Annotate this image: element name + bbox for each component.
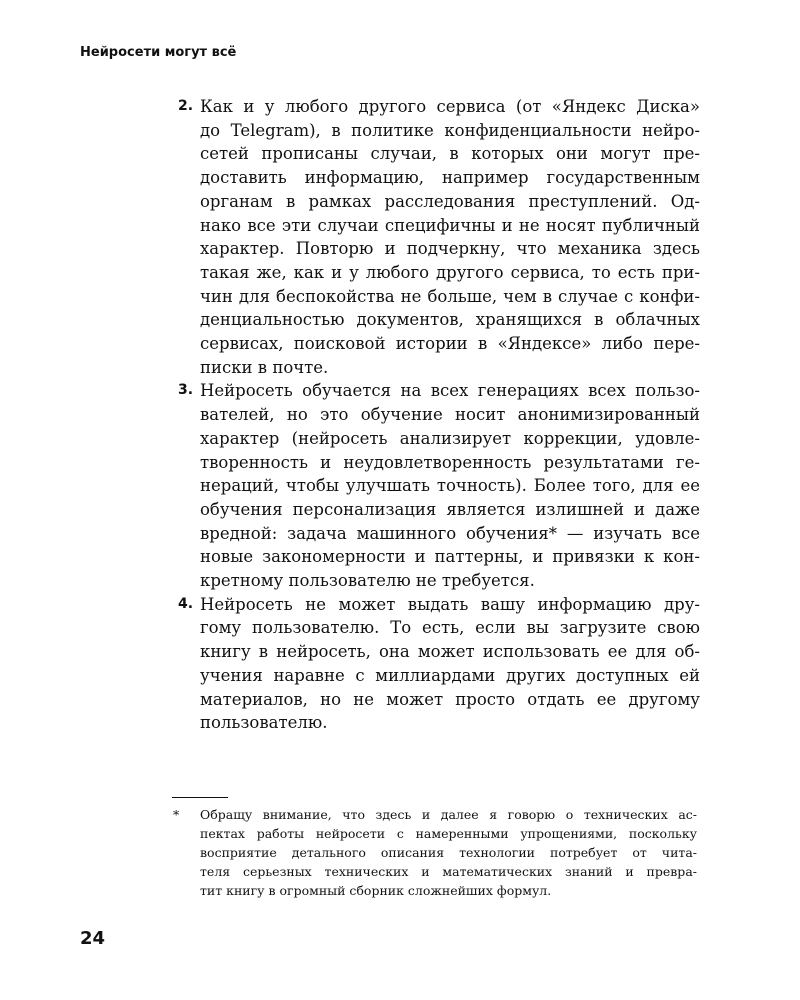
footnote-text <box>0 805 697 900</box>
text-line: кретному пользователю не требуется. <box>200 571 535 591</box>
footnote-line: пектах работы нейросети с намеренными упрощениями, поскольку <box>200 826 697 841</box>
text-line: чин для беспокойства не больше, чем в случае с конфи- <box>200 286 700 306</box>
text-line: нако все эти случаи специфичны и не носят публичный <box>200 215 700 235</box>
text-line: сетей прописаны случаи, в которых они могут пре- <box>200 144 700 164</box>
item-number: 3. <box>178 382 194 399</box>
text-line: писки в почте. <box>200 357 329 377</box>
list-item-4 <box>0 593 700 735</box>
footnote-line: тит книгу в огромный сборник сложнейших формул. <box>200 883 552 898</box>
text-line: книгу в нейросеть, она может использовать ее для об- <box>200 642 700 662</box>
footnote-marker: * <box>173 807 180 822</box>
text-line: доставить информацию, например государственным <box>200 168 700 188</box>
text-line: нераций, чтобы улучшать точность). Более того, для ее <box>200 476 700 496</box>
text-line: характер (нейросеть анализирует коррекции, удовле- <box>200 428 700 448</box>
text-line: пользователю. <box>200 713 328 733</box>
text-line: творенность и неудовлетворенность результатами ге- <box>200 452 700 472</box>
list-item-3 <box>0 379 700 592</box>
text-line: материалов, но не может просто отдать ее другому <box>200 689 700 709</box>
page-number: 24 <box>80 928 106 949</box>
footnote-line: теля серьезных технических и математических знаний и превра- <box>200 864 697 879</box>
text-line: Нейросеть не может выдать вашу информацию дру- <box>200 594 700 614</box>
text-line: Как и у любого другого сервиса (от «Яндекс Диска» <box>200 97 700 116</box>
text-line: Нейросеть обучается на всех генерациях всех пользо- <box>200 381 700 401</box>
footnote-line: Обращу внимание, что здесь и далее я говорю о технических ас- <box>200 807 697 822</box>
text-line: новые закономерности и паттерны, и привязки к кон- <box>200 547 700 567</box>
text-line: такая же, как и у любого другого сервиса, то есть при- <box>200 262 700 282</box>
text-line: гому пользователю. То есть, если вы загрузите свою <box>200 618 700 638</box>
text-line: денциальностью документов, хранящихся в облачных <box>200 310 700 330</box>
footnote-line: восприятие детального описания технологии потребует от чита- <box>200 845 697 860</box>
text-line: вредной: задача машинного обучения* — изучать все <box>200 523 700 543</box>
footnote-divider <box>172 797 228 798</box>
text-line: до Telegram), в политике конфиденциальности нейро- <box>200 120 700 140</box>
running-head: Нейросети могут всё <box>80 45 237 60</box>
text-line: обучения персонализация является излишней и даже <box>200 499 700 519</box>
numbered-list <box>0 95 800 735</box>
list-item-2 <box>0 95 700 379</box>
footnote <box>0 805 800 900</box>
text-line: вателей, но это обучение носит анонимизированный <box>200 405 700 425</box>
item-number: 2. <box>178 98 194 114</box>
item-number: 4. <box>178 595 194 612</box>
text-line: учения наравне с миллиардами других доступных ей <box>200 665 700 685</box>
text-line: характер. Повторю и подчеркну, что механика здесь <box>200 239 700 259</box>
text-line: сервисах, поисковой истории в «Яндексе» либо пере- <box>200 334 700 354</box>
text-line: органам в рамках расследования преступлений. Од- <box>200 191 700 211</box>
